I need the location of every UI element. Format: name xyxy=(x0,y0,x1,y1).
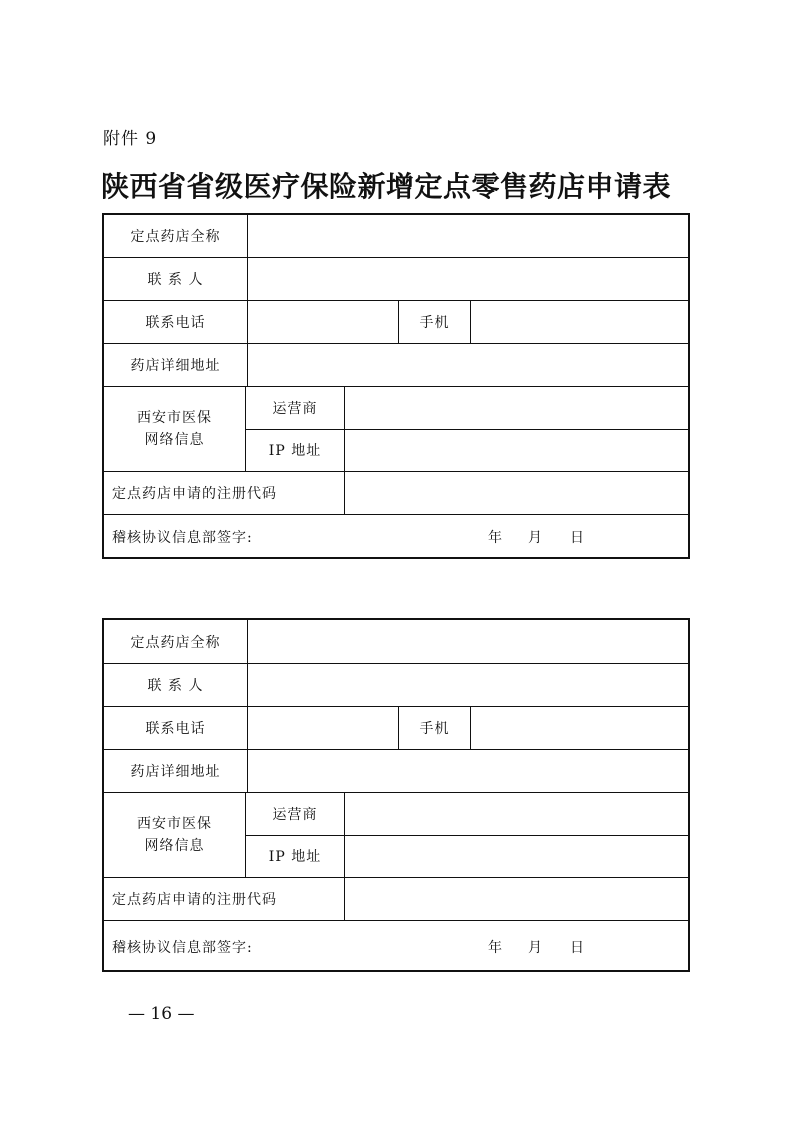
label-network-line1: 西安市医保 xyxy=(137,410,212,426)
row-audit-signature[interactable] xyxy=(104,515,688,559)
label-day: 日 xyxy=(570,530,585,546)
row-store-name xyxy=(104,620,688,664)
label-mobile: 手机 xyxy=(399,301,471,343)
subrow-operator xyxy=(246,387,688,430)
field-registration-code[interactable] xyxy=(345,472,688,514)
subrow-ip-address xyxy=(246,835,688,877)
subrow-operator xyxy=(246,793,688,836)
subrow-ip-address xyxy=(246,429,688,471)
label-operator: 运营商 xyxy=(246,387,345,429)
label-network-line1: 西安市医保 xyxy=(137,816,212,832)
network-info-block xyxy=(104,387,688,472)
row-store-name xyxy=(104,215,688,258)
label-year: 年 xyxy=(488,530,503,546)
label-registration-code: 定点药店申请的注册代码 xyxy=(104,878,345,920)
field-contact-phone[interactable] xyxy=(248,301,399,343)
row-contact-phone xyxy=(104,301,688,344)
label-network-line2: 网络信息 xyxy=(144,838,205,854)
field-contact-person[interactable] xyxy=(248,664,688,706)
label-month: 月 xyxy=(528,939,543,956)
network-info-block xyxy=(104,793,688,878)
field-registration-code[interactable] xyxy=(345,878,688,920)
application-form-1 xyxy=(102,213,690,559)
field-operator[interactable] xyxy=(345,387,688,429)
label-year: 年 xyxy=(488,939,503,956)
document-title: 陕西省省级医疗保险新增定点零售药店申请表 xyxy=(101,170,672,203)
page-number: — 16 — xyxy=(128,1004,195,1024)
row-contact-person xyxy=(104,664,688,707)
row-store-address xyxy=(104,750,688,793)
label-ip-address: IP 地址 xyxy=(246,835,345,877)
label-registration-code: 定点药店申请的注册代码 xyxy=(104,472,345,514)
label-store-full-name: 定点药店全称 xyxy=(104,215,248,257)
row-audit-signature[interactable] xyxy=(104,921,688,972)
label-contact-phone: 联系电话 xyxy=(104,707,248,749)
label-store-address: 药店详细地址 xyxy=(104,750,248,792)
field-mobile[interactable] xyxy=(471,301,688,343)
label-contact-person: 联 系 人 xyxy=(104,258,248,300)
row-store-address xyxy=(104,344,688,387)
label-audit-signature: 稽核协议信息部签字: xyxy=(112,939,253,956)
field-store-full-name[interactable] xyxy=(248,215,688,257)
field-ip-address[interactable] xyxy=(345,429,688,471)
label-operator: 运营商 xyxy=(246,793,345,835)
field-store-address[interactable] xyxy=(248,344,688,386)
field-ip-address[interactable] xyxy=(345,835,688,877)
label-network-line2: 网络信息 xyxy=(144,432,205,448)
field-store-address[interactable] xyxy=(248,750,688,792)
label-audit-signature: 稽核协议信息部签字: xyxy=(112,530,253,546)
field-mobile[interactable] xyxy=(471,707,688,749)
label-mobile: 手机 xyxy=(399,707,471,749)
label-ip-address: IP 地址 xyxy=(246,429,345,471)
label-month: 月 xyxy=(528,530,543,546)
field-store-full-name[interactable] xyxy=(248,620,688,663)
application-form-2 xyxy=(102,618,690,972)
label-store-address: 药店详细地址 xyxy=(104,344,248,386)
field-contact-phone[interactable] xyxy=(248,707,399,749)
row-registration-code xyxy=(104,878,688,921)
label-network-info xyxy=(104,387,246,471)
label-contact-phone: 联系电话 xyxy=(104,301,248,343)
row-contact-phone xyxy=(104,707,688,750)
label-store-full-name: 定点药店全称 xyxy=(104,620,248,663)
label-contact-person: 联 系 人 xyxy=(104,664,248,706)
field-operator[interactable] xyxy=(345,793,688,835)
row-registration-code xyxy=(104,472,688,515)
row-contact-person xyxy=(104,258,688,301)
field-contact-person[interactable] xyxy=(248,258,688,300)
attachment-label: 附件 9 xyxy=(103,129,158,149)
label-network-info xyxy=(104,793,246,877)
label-day: 日 xyxy=(570,939,585,956)
